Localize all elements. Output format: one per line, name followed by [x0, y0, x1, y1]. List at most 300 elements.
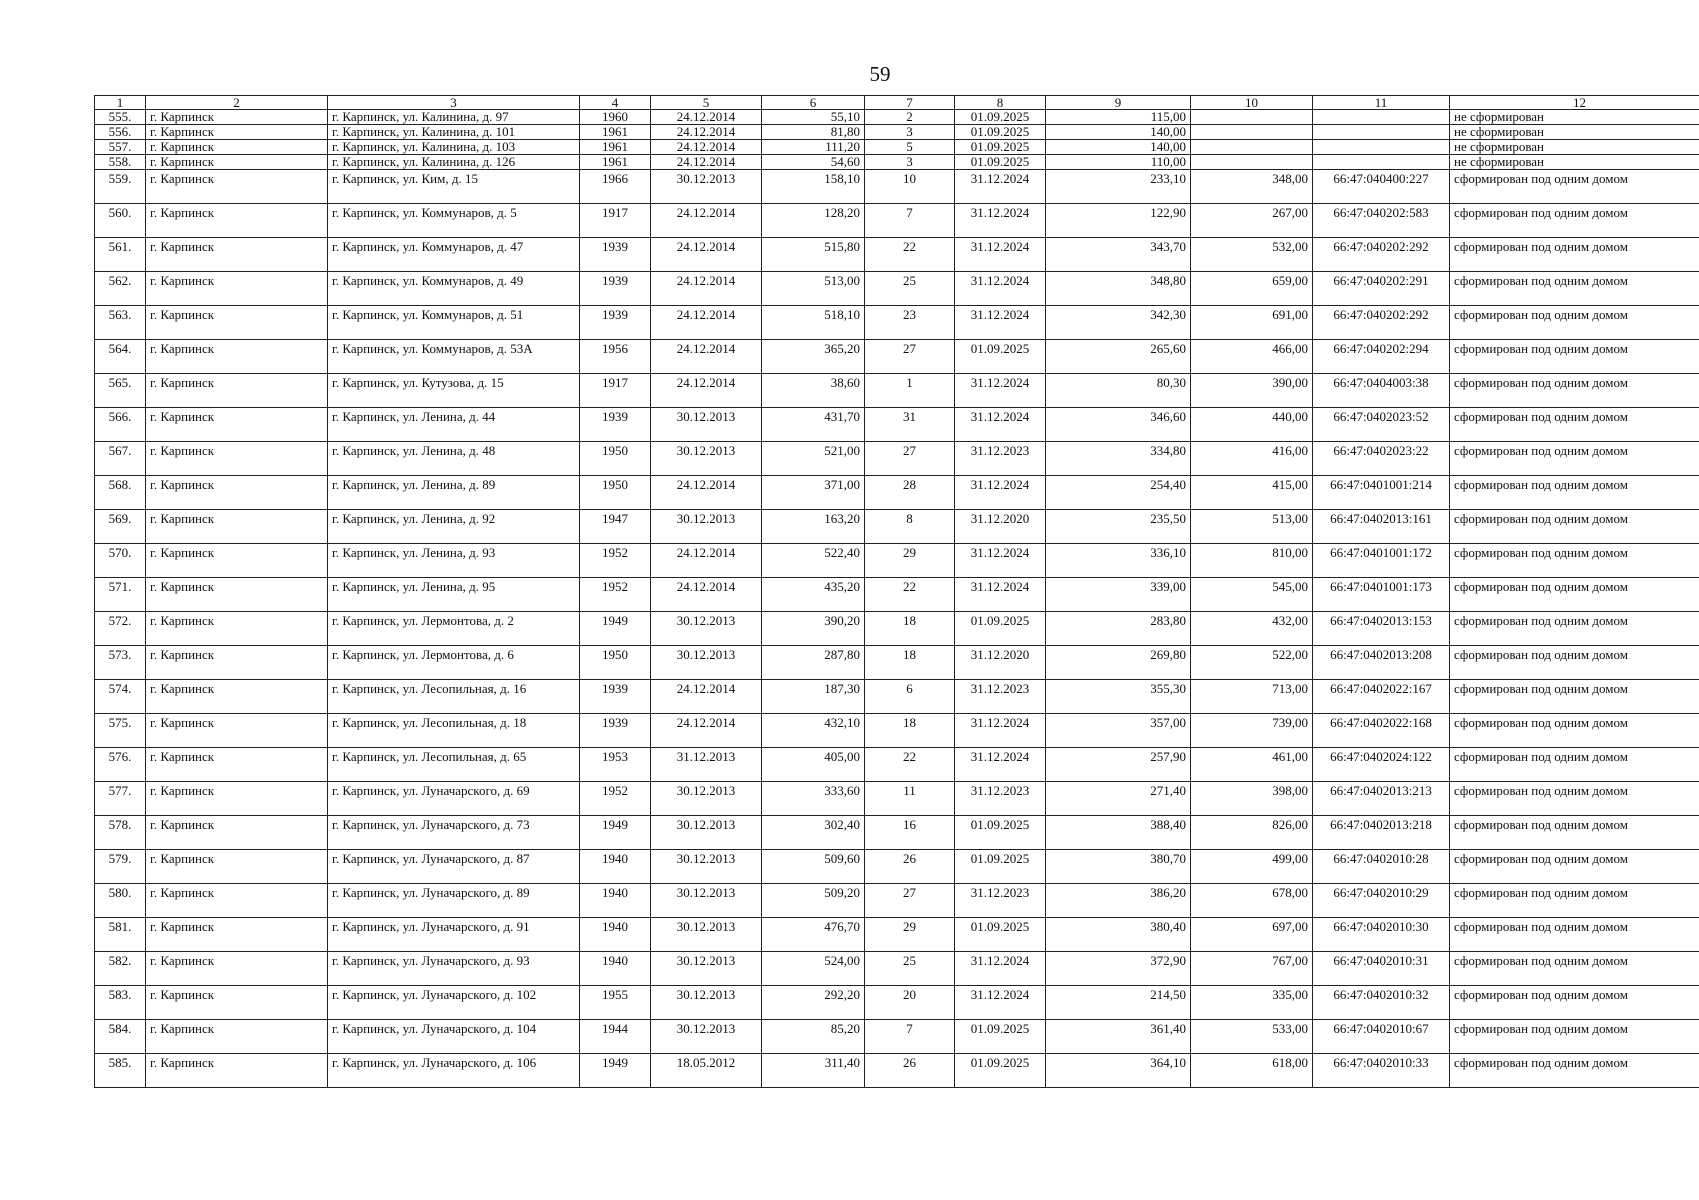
cell-address: г. Карпинск, ул. Луначарского, д. 73 [328, 816, 580, 850]
cell-build-year: 1952 [580, 578, 651, 612]
table-row [95, 850, 1699, 884]
table-row [95, 782, 1699, 816]
cell-land-status: сформирован под одним домом [1450, 544, 1699, 578]
cell-build-year: 1949 [580, 816, 651, 850]
cell-survey-date: 30.12.2013 [651, 782, 762, 816]
cell-area: 518,10 [762, 306, 865, 340]
cell-address: г. Карпинск, ул. Луначарского, д. 93 [328, 952, 580, 986]
cell-row-number: 562. [95, 272, 146, 306]
cell-land-area: 739,00 [1191, 714, 1313, 748]
cell-cadastral-number: 66:47:0401001:172 [1313, 544, 1450, 578]
cell-deadline-date: 31.12.2024 [955, 170, 1046, 204]
cell-survey-date: 30.12.2013 [651, 170, 762, 204]
cell-land-status: сформирован под одним домом [1450, 408, 1699, 442]
column-number-4: 4 [580, 96, 651, 110]
cell-cadastral-number: 66:47:040400:227 [1313, 170, 1450, 204]
cell-cadastral-number: 66:47:040202:292 [1313, 306, 1450, 340]
cell-deadline-date: 31.12.2024 [955, 374, 1046, 408]
cell-address: г. Карпинск, ул. Калинина, д. 103 [328, 140, 580, 155]
cell-residents-count: 27 [865, 340, 955, 374]
cell-row-number: 574. [95, 680, 146, 714]
cell-build-year: 1917 [580, 204, 651, 238]
cell-cadastral-number: 66:47:0402013:208 [1313, 646, 1450, 680]
cell-build-year: 1950 [580, 442, 651, 476]
cell-survey-date: 18.05.2012 [651, 1054, 762, 1088]
cell-residents-count: 2 [865, 110, 955, 125]
cell-build-year: 1917 [580, 374, 651, 408]
cell-area: 54,60 [762, 155, 865, 170]
cell-land-area: 499,00 [1191, 850, 1313, 884]
cell-land-status: сформирован под одним домом [1450, 1054, 1699, 1088]
cell-land-status: сформирован под одним домом [1450, 952, 1699, 986]
cell-address: г. Карпинск, ул. Лесопильная, д. 18 [328, 714, 580, 748]
table-row [95, 986, 1699, 1020]
cell-settlement: г. Карпинск [146, 510, 328, 544]
cell-cadastral-number: 66:47:0402010:33 [1313, 1054, 1450, 1088]
cell-row-number: 583. [95, 986, 146, 1020]
cell-area: 333,60 [762, 782, 865, 816]
cell-deadline-date: 01.09.2025 [955, 125, 1046, 140]
cell-survey-date: 24.12.2014 [651, 272, 762, 306]
cell-address: г. Карпинск, ул. Ленина, д. 92 [328, 510, 580, 544]
cell-build-year: 1960 [580, 110, 651, 125]
cell-area: 85,20 [762, 1020, 865, 1054]
cell-settlement: г. Карпинск [146, 374, 328, 408]
table-row [95, 110, 1699, 125]
cell-residents-count: 26 [865, 1054, 955, 1088]
cell-cost-value: 140,00 [1046, 125, 1191, 140]
cell-land-status: сформирован под одним домом [1450, 884, 1699, 918]
cell-survey-date: 31.12.2013 [651, 748, 762, 782]
cell-settlement: г. Карпинск [146, 850, 328, 884]
cell-settlement: г. Карпинск [146, 125, 328, 140]
table-row [95, 442, 1699, 476]
cell-area: 55,10 [762, 110, 865, 125]
cell-land-area: 618,00 [1191, 1054, 1313, 1088]
cell-settlement: г. Карпинск [146, 1054, 328, 1088]
cell-build-year: 1939 [580, 714, 651, 748]
cell-deadline-date: 31.12.2024 [955, 714, 1046, 748]
cell-cadastral-number: 66:47:0404003:38 [1313, 374, 1450, 408]
cell-settlement: г. Карпинск [146, 272, 328, 306]
cell-residents-count: 22 [865, 238, 955, 272]
cell-cost-value: 388,40 [1046, 816, 1191, 850]
cell-survey-date: 24.12.2014 [651, 374, 762, 408]
cell-row-number: 560. [95, 204, 146, 238]
cell-deadline-date: 31.12.2024 [955, 986, 1046, 1020]
cell-cost-value: 110,00 [1046, 155, 1191, 170]
cell-cadastral-number: 66:47:0402013:153 [1313, 612, 1450, 646]
cell-survey-date: 24.12.2014 [651, 714, 762, 748]
cell-survey-date: 24.12.2014 [651, 140, 762, 155]
cell-deadline-date: 01.09.2025 [955, 1020, 1046, 1054]
cell-build-year: 1952 [580, 782, 651, 816]
column-number-row [95, 96, 1699, 110]
table-row [95, 125, 1699, 140]
cell-survey-date: 30.12.2013 [651, 952, 762, 986]
cell-settlement: г. Карпинск [146, 155, 328, 170]
table-row [95, 714, 1699, 748]
cell-row-number: 558. [95, 155, 146, 170]
cell-residents-count: 7 [865, 1020, 955, 1054]
cell-area: 187,30 [762, 680, 865, 714]
table-row [95, 1054, 1699, 1088]
cell-residents-count: 23 [865, 306, 955, 340]
cell-address: г. Карпинск, ул. Лесопильная, д. 16 [328, 680, 580, 714]
cell-residents-count: 18 [865, 714, 955, 748]
cell-survey-date: 30.12.2013 [651, 884, 762, 918]
cell-residents-count: 5 [865, 140, 955, 155]
cell-residents-count: 18 [865, 612, 955, 646]
cell-settlement: г. Карпинск [146, 544, 328, 578]
cell-cost-value: 122,90 [1046, 204, 1191, 238]
cell-address: г. Карпинск, ул. Калинина, д. 126 [328, 155, 580, 170]
cell-land-status: не сформирован [1450, 140, 1699, 155]
table-row [95, 374, 1699, 408]
cell-deadline-date: 01.09.2025 [955, 1054, 1046, 1088]
cell-deadline-date: 31.12.2020 [955, 646, 1046, 680]
cell-residents-count: 20 [865, 986, 955, 1020]
cell-row-number: 571. [95, 578, 146, 612]
cell-land-status: сформирован под одним домом [1450, 204, 1699, 238]
cell-land-status: сформирован под одним домом [1450, 986, 1699, 1020]
cell-row-number: 568. [95, 476, 146, 510]
cell-survey-date: 24.12.2014 [651, 476, 762, 510]
cell-residents-count: 25 [865, 272, 955, 306]
table-row [95, 680, 1699, 714]
cell-residents-count: 18 [865, 646, 955, 680]
table-row [95, 884, 1699, 918]
cell-address: г. Карпинск, ул. Лермонтова, д. 2 [328, 612, 580, 646]
cell-build-year: 1940 [580, 884, 651, 918]
cell-land-area: 513,00 [1191, 510, 1313, 544]
table-row [95, 272, 1699, 306]
cell-area: 405,00 [762, 748, 865, 782]
cell-row-number: 585. [95, 1054, 146, 1088]
cell-row-number: 575. [95, 714, 146, 748]
cell-residents-count: 25 [865, 952, 955, 986]
cell-land-area: 713,00 [1191, 680, 1313, 714]
cell-cost-value: 380,70 [1046, 850, 1191, 884]
cell-deadline-date: 31.12.2023 [955, 884, 1046, 918]
cell-land-status: сформирован под одним домом [1450, 374, 1699, 408]
cell-cadastral-number: 66:47:040202:291 [1313, 272, 1450, 306]
cell-land-area: 440,00 [1191, 408, 1313, 442]
cell-area: 302,40 [762, 816, 865, 850]
cell-row-number: 577. [95, 782, 146, 816]
cell-settlement: г. Карпинск [146, 340, 328, 374]
cell-residents-count: 6 [865, 680, 955, 714]
cell-land-status: сформирован под одним домом [1450, 476, 1699, 510]
cell-land-area: 522,00 [1191, 646, 1313, 680]
cell-cadastral-number: 66:47:0401001:214 [1313, 476, 1450, 510]
cell-cadastral-number: 66:47:0401001:173 [1313, 578, 1450, 612]
cell-survey-date: 30.12.2013 [651, 918, 762, 952]
cell-area: 163,20 [762, 510, 865, 544]
cell-residents-count: 31 [865, 408, 955, 442]
cell-settlement: г. Карпинск [146, 986, 328, 1020]
table-row [95, 170, 1699, 204]
cell-deadline-date: 31.12.2024 [955, 578, 1046, 612]
cell-cadastral-number: 66:47:0402010:32 [1313, 986, 1450, 1020]
column-number-9: 9 [1046, 96, 1191, 110]
cell-survey-date: 24.12.2014 [651, 340, 762, 374]
table-row [95, 952, 1699, 986]
cell-residents-count: 7 [865, 204, 955, 238]
cell-area: 476,70 [762, 918, 865, 952]
cell-address: г. Карпинск, ул. Луначарского, д. 91 [328, 918, 580, 952]
cell-cadastral-number: 66:47:0402024:122 [1313, 748, 1450, 782]
cell-land-area: 678,00 [1191, 884, 1313, 918]
cell-land-status: сформирован под одним домом [1450, 272, 1699, 306]
table-body [95, 110, 1699, 1088]
cell-land-area: 466,00 [1191, 340, 1313, 374]
cell-settlement: г. Карпинск [146, 612, 328, 646]
cell-deadline-date: 31.12.2024 [955, 204, 1046, 238]
cell-survey-date: 24.12.2014 [651, 204, 762, 238]
cell-survey-date: 30.12.2013 [651, 646, 762, 680]
cell-address: г. Карпинск, ул. Луначарского, д. 89 [328, 884, 580, 918]
cell-residents-count: 8 [865, 510, 955, 544]
cell-land-status: сформирован под одним домом [1450, 238, 1699, 272]
cell-land-status: сформирован под одним домом [1450, 306, 1699, 340]
cell-land-area: 767,00 [1191, 952, 1313, 986]
cell-row-number: 573. [95, 646, 146, 680]
cell-settlement: г. Карпинск [146, 306, 328, 340]
cell-area: 158,10 [762, 170, 865, 204]
cell-land-area: 810,00 [1191, 544, 1313, 578]
cell-address: г. Карпинск, ул. Луначарского, д. 102 [328, 986, 580, 1020]
table-row [95, 140, 1699, 155]
cell-address: г. Карпинск, ул. Луначарского, д. 106 [328, 1054, 580, 1088]
cell-survey-date: 24.12.2014 [651, 306, 762, 340]
cell-deadline-date: 31.12.2024 [955, 544, 1046, 578]
cell-survey-date: 30.12.2013 [651, 1020, 762, 1054]
cell-address: г. Карпинск, ул. Коммунаров, д. 53А [328, 340, 580, 374]
cell-row-number: 579. [95, 850, 146, 884]
table-row [95, 748, 1699, 782]
cell-land-status: сформирован под одним домом [1450, 850, 1699, 884]
cell-cost-value: 269,80 [1046, 646, 1191, 680]
cell-cost-value: 80,30 [1046, 374, 1191, 408]
page-number: 59 [869, 62, 891, 86]
cell-row-number: 566. [95, 408, 146, 442]
cell-deadline-date: 31.12.2023 [955, 442, 1046, 476]
cell-cadastral-number: 66:47:0402013:213 [1313, 782, 1450, 816]
cell-survey-date: 24.12.2014 [651, 578, 762, 612]
cell-land-area: 398,00 [1191, 782, 1313, 816]
table-row [95, 238, 1699, 272]
cell-area: 515,80 [762, 238, 865, 272]
cell-cadastral-number: 66:47:0402013:161 [1313, 510, 1450, 544]
cell-build-year: 1939 [580, 272, 651, 306]
cell-build-year: 1940 [580, 850, 651, 884]
cell-deadline-date: 31.12.2023 [955, 782, 1046, 816]
column-number-5: 5 [651, 96, 762, 110]
cell-settlement: г. Карпинск [146, 918, 328, 952]
cell-row-number: 567. [95, 442, 146, 476]
cell-settlement: г. Карпинск [146, 646, 328, 680]
cell-address: г. Карпинск, ул. Лермонтова, д. 6 [328, 646, 580, 680]
cell-area: 365,20 [762, 340, 865, 374]
cell-build-year: 1939 [580, 680, 651, 714]
cell-build-year: 1953 [580, 748, 651, 782]
cell-area: 431,70 [762, 408, 865, 442]
cell-residents-count: 29 [865, 544, 955, 578]
cell-land-area [1191, 140, 1313, 155]
cell-cadastral-number: 66:47:0402023:52 [1313, 408, 1450, 442]
cell-settlement: г. Карпинск [146, 782, 328, 816]
cell-survey-date: 30.12.2013 [651, 816, 762, 850]
cell-land-area [1191, 125, 1313, 140]
cell-build-year: 1939 [580, 306, 651, 340]
cell-cost-value: 348,80 [1046, 272, 1191, 306]
cell-cadastral-number: 66:47:040202:292 [1313, 238, 1450, 272]
cell-cost-value: 214,50 [1046, 986, 1191, 1020]
cell-deadline-date: 31.12.2024 [955, 952, 1046, 986]
cell-survey-date: 30.12.2013 [651, 612, 762, 646]
cell-deadline-date: 31.12.2024 [955, 476, 1046, 510]
cell-address: г. Карпинск, ул. Коммунаров, д. 51 [328, 306, 580, 340]
cell-row-number: 576. [95, 748, 146, 782]
cell-row-number: 556. [95, 125, 146, 140]
cell-land-status: сформирован под одним домом [1450, 714, 1699, 748]
cell-land-area: 416,00 [1191, 442, 1313, 476]
table-row [95, 510, 1699, 544]
cell-area: 509,20 [762, 884, 865, 918]
cell-cost-value: 361,40 [1046, 1020, 1191, 1054]
column-number-8: 8 [955, 96, 1046, 110]
cell-land-status: не сформирован [1450, 155, 1699, 170]
cell-land-status: сформирован под одним домом [1450, 612, 1699, 646]
cell-settlement: г. Карпинск [146, 408, 328, 442]
cell-land-area: 348,00 [1191, 170, 1313, 204]
cell-land-status: не сформирован [1450, 110, 1699, 125]
cell-land-status: сформирован под одним домом [1450, 918, 1699, 952]
cell-address: г. Карпинск, ул. Ленина, д. 48 [328, 442, 580, 476]
cell-cost-value: 283,80 [1046, 612, 1191, 646]
cell-land-area: 697,00 [1191, 918, 1313, 952]
cell-residents-count: 22 [865, 578, 955, 612]
cell-build-year: 1944 [580, 1020, 651, 1054]
cell-land-area [1191, 110, 1313, 125]
cell-survey-date: 30.12.2013 [651, 510, 762, 544]
cell-settlement: г. Карпинск [146, 204, 328, 238]
cell-cadastral-number: 66:47:0402022:168 [1313, 714, 1450, 748]
cell-settlement: г. Карпинск [146, 1020, 328, 1054]
cell-land-area: 432,00 [1191, 612, 1313, 646]
cell-residents-count: 3 [865, 155, 955, 170]
cell-deadline-date: 01.09.2025 [955, 612, 1046, 646]
cell-residents-count: 29 [865, 918, 955, 952]
cell-residents-count: 27 [865, 884, 955, 918]
cell-row-number: 578. [95, 816, 146, 850]
cell-build-year: 1949 [580, 1054, 651, 1088]
cell-deadline-date: 31.12.2020 [955, 510, 1046, 544]
cell-row-number: 570. [95, 544, 146, 578]
cell-cost-value: 235,50 [1046, 510, 1191, 544]
cell-row-number: 564. [95, 340, 146, 374]
cell-residents-count: 1 [865, 374, 955, 408]
cell-residents-count: 28 [865, 476, 955, 510]
cell-cost-value: 357,00 [1046, 714, 1191, 748]
table-row [95, 918, 1699, 952]
cell-address: г. Карпинск, ул. Калинина, д. 101 [328, 125, 580, 140]
cell-land-area: 691,00 [1191, 306, 1313, 340]
cell-row-number: 561. [95, 238, 146, 272]
cell-deadline-date: 01.09.2025 [955, 340, 1046, 374]
cell-area: 81,80 [762, 125, 865, 140]
cell-cost-value: 386,20 [1046, 884, 1191, 918]
cell-area: 390,20 [762, 612, 865, 646]
cell-residents-count: 16 [865, 816, 955, 850]
cell-settlement: г. Карпинск [146, 476, 328, 510]
cell-deadline-date: 31.12.2023 [955, 680, 1046, 714]
cell-address: г. Карпинск, ул. Ленина, д. 89 [328, 476, 580, 510]
column-number-11: 11 [1313, 96, 1450, 110]
cell-cost-value: 380,40 [1046, 918, 1191, 952]
cell-residents-count: 27 [865, 442, 955, 476]
cell-area: 38,60 [762, 374, 865, 408]
cell-land-status: сформирован под одним домом [1450, 680, 1699, 714]
cell-address: г. Карпинск, ул. Луначарского, д. 69 [328, 782, 580, 816]
cell-cost-value: 364,10 [1046, 1054, 1191, 1088]
cell-area: 432,10 [762, 714, 865, 748]
cell-survey-date: 24.12.2014 [651, 125, 762, 140]
table-row [95, 204, 1699, 238]
cell-land-status: сформирован под одним домом [1450, 340, 1699, 374]
cell-cost-value: 254,40 [1046, 476, 1191, 510]
cell-settlement: г. Карпинск [146, 884, 328, 918]
table-row [95, 646, 1699, 680]
cell-residents-count: 26 [865, 850, 955, 884]
cell-settlement: г. Карпинск [146, 952, 328, 986]
cell-address: г. Карпинск, ул. Кутузова, д. 15 [328, 374, 580, 408]
cell-cost-value: 271,40 [1046, 782, 1191, 816]
cell-address: г. Карпинск, ул. Коммунаров, д. 5 [328, 204, 580, 238]
column-number-7: 7 [865, 96, 955, 110]
cell-land-status: сформирован под одним домом [1450, 646, 1699, 680]
cell-cadastral-number: 66:47:0402010:28 [1313, 850, 1450, 884]
cell-cadastral-number: 66:47:0402010:67 [1313, 1020, 1450, 1054]
cell-settlement: г. Карпинск [146, 170, 328, 204]
cell-address: г. Карпинск, ул. Луначарского, д. 87 [328, 850, 580, 884]
table-row [95, 578, 1699, 612]
cell-cost-value: 346,60 [1046, 408, 1191, 442]
column-number-3: 3 [328, 96, 580, 110]
cell-survey-date: 30.12.2013 [651, 850, 762, 884]
column-number-6: 6 [762, 96, 865, 110]
cell-build-year: 1966 [580, 170, 651, 204]
cell-settlement: г. Карпинск [146, 714, 328, 748]
cell-build-year: 1940 [580, 918, 651, 952]
cell-land-status: сформирован под одним домом [1450, 748, 1699, 782]
cell-cadastral-number: 66:47:0402010:31 [1313, 952, 1450, 986]
cell-land-area: 267,00 [1191, 204, 1313, 238]
cell-deadline-date: 01.09.2025 [955, 816, 1046, 850]
cell-row-number: 555. [95, 110, 146, 125]
cell-build-year: 1950 [580, 646, 651, 680]
cell-land-area: 532,00 [1191, 238, 1313, 272]
cell-land-area: 545,00 [1191, 578, 1313, 612]
cell-address: г. Карпинск, ул. Коммунаров, д. 47 [328, 238, 580, 272]
cell-survey-date: 24.12.2014 [651, 680, 762, 714]
cell-land-status: сформирован под одним домом [1450, 782, 1699, 816]
cell-deadline-date: 31.12.2024 [955, 306, 1046, 340]
cell-build-year: 1947 [580, 510, 651, 544]
cell-settlement: г. Карпинск [146, 816, 328, 850]
cell-address: г. Карпинск, ул. Коммунаров, д. 49 [328, 272, 580, 306]
